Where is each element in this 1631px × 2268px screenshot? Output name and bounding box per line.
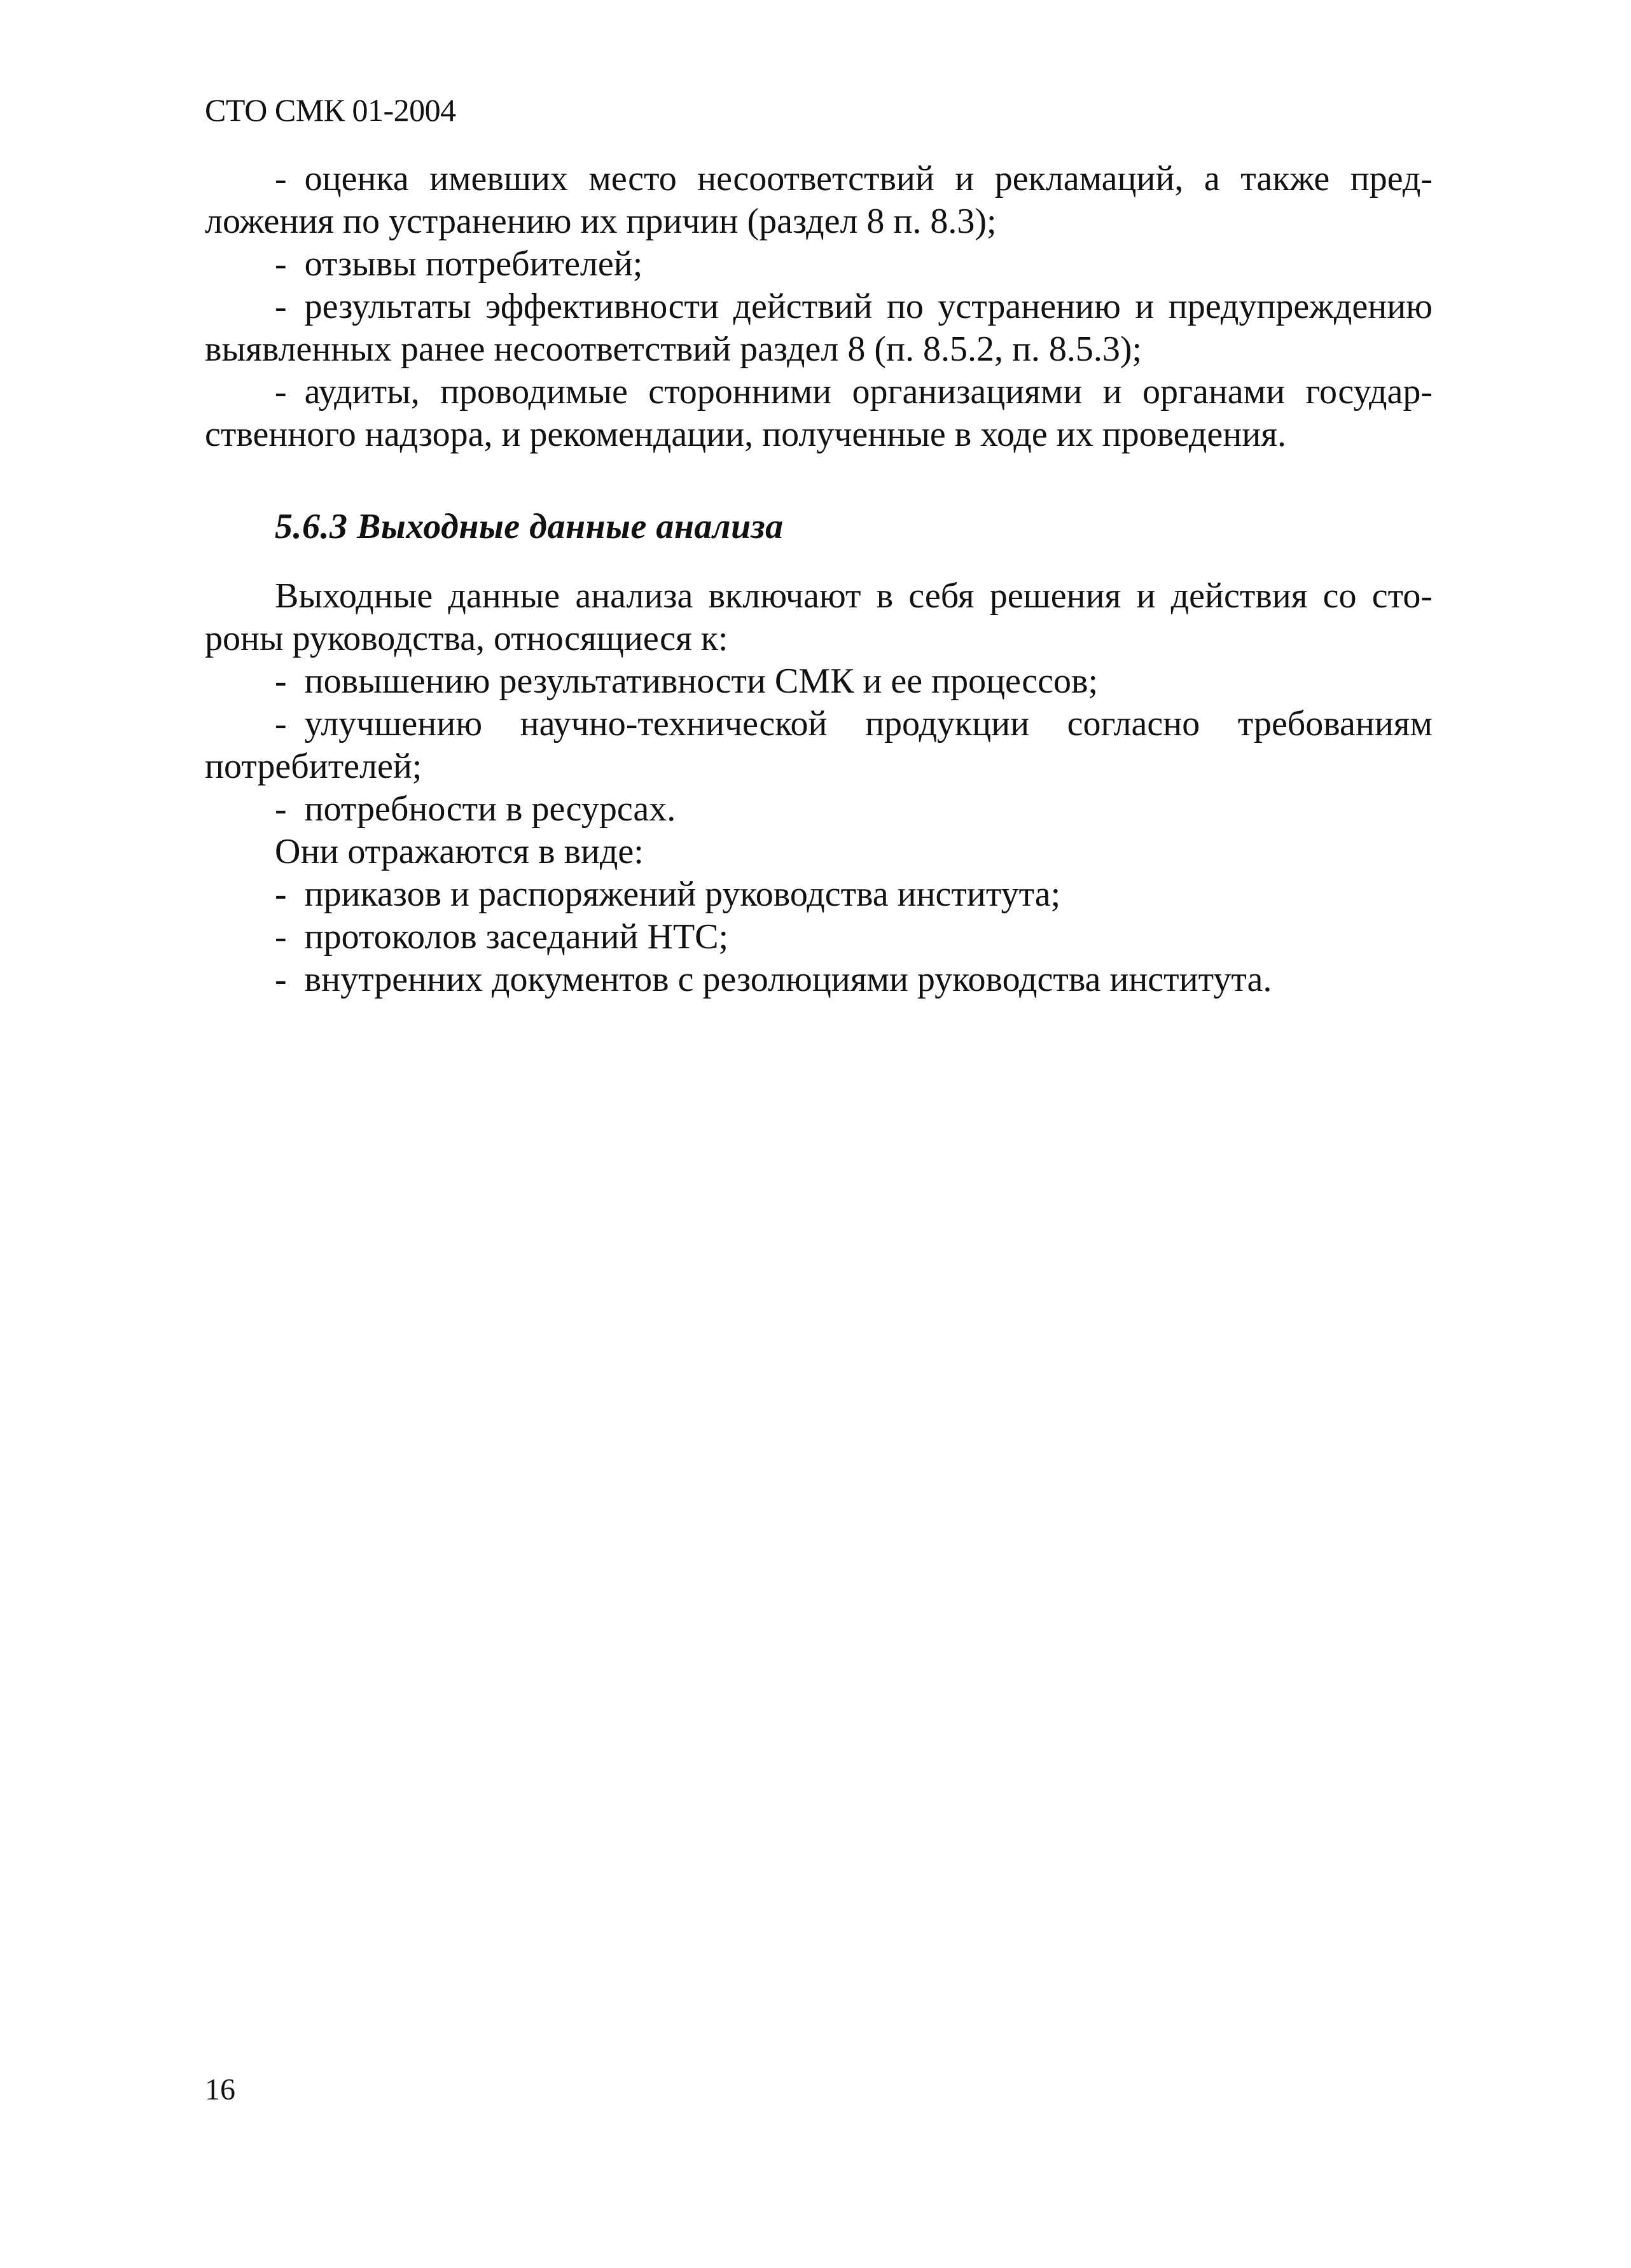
intro-paragraph — [205, 575, 1433, 660]
list-bullet: - — [275, 287, 287, 326]
list-item-text: оценка имевших место несоответствий и рекламаций, а также предложения по устранению их причин (раздел 8 п. 8.3); — [205, 159, 1433, 241]
list-bullet: - — [275, 661, 287, 701]
list-item-text: аудиты, проводимые сторонними организациями и органами государственного надзора, и рекомендации, полученные в ходе их проведения. — [205, 372, 1433, 454]
document-code-header: СТО СМК 01-2004 — [205, 92, 456, 128]
list-bullet: - — [275, 159, 287, 198]
list-bullet: - — [275, 875, 287, 914]
list-item-text: повышению результативности СМК и ее процессов; — [304, 661, 1098, 701]
list-item — [205, 371, 1433, 456]
list-item-text: результаты эффективности действий по устранению и предупреждению выявленных ранее несоответствий раздел 8 (п. 8.5.2, п. 8.5.3); — [205, 287, 1433, 369]
list-item-text: внутренних документов с резолюциями руководства института. — [304, 960, 1272, 999]
list-bullet: - — [275, 704, 287, 743]
list-item — [205, 958, 1433, 1001]
list-item — [205, 916, 1433, 958]
list-item-text: потребности в ресурсах. — [304, 789, 676, 829]
list-item-text: приказов и распоряжений руководства института; — [304, 875, 1061, 914]
list-item — [205, 788, 1433, 831]
list-item — [205, 286, 1433, 371]
intro-text: Выходные данные анализа включают в себя решения и действия со стороны руководства, относящиеся к: — [205, 576, 1433, 658]
list-bullet: - — [275, 960, 287, 999]
list-item — [205, 703, 1433, 788]
list-item — [205, 660, 1433, 703]
list-item-text: улучшению научно-технической продукции согласно требованиям потребителей; — [205, 704, 1433, 786]
list-bullet: - — [275, 244, 287, 284]
list-item — [205, 158, 1433, 243]
page-number: 16 — [205, 2073, 235, 2106]
list-item-text: протоколов заседаний НТС; — [304, 917, 729, 957]
list-bullet: - — [275, 372, 287, 411]
list-item — [205, 243, 1433, 286]
list-bullet: - — [275, 789, 287, 829]
forms-intro — [205, 831, 1433, 873]
section-title: 5.6.3 Выходные данные анализа — [275, 507, 784, 546]
list-item-text: отзывы потребителей; — [304, 244, 643, 284]
forms-intro-text: Они отражаются в виде: — [275, 832, 644, 871]
list-item — [205, 873, 1433, 916]
list-bullet: - — [275, 917, 287, 957]
